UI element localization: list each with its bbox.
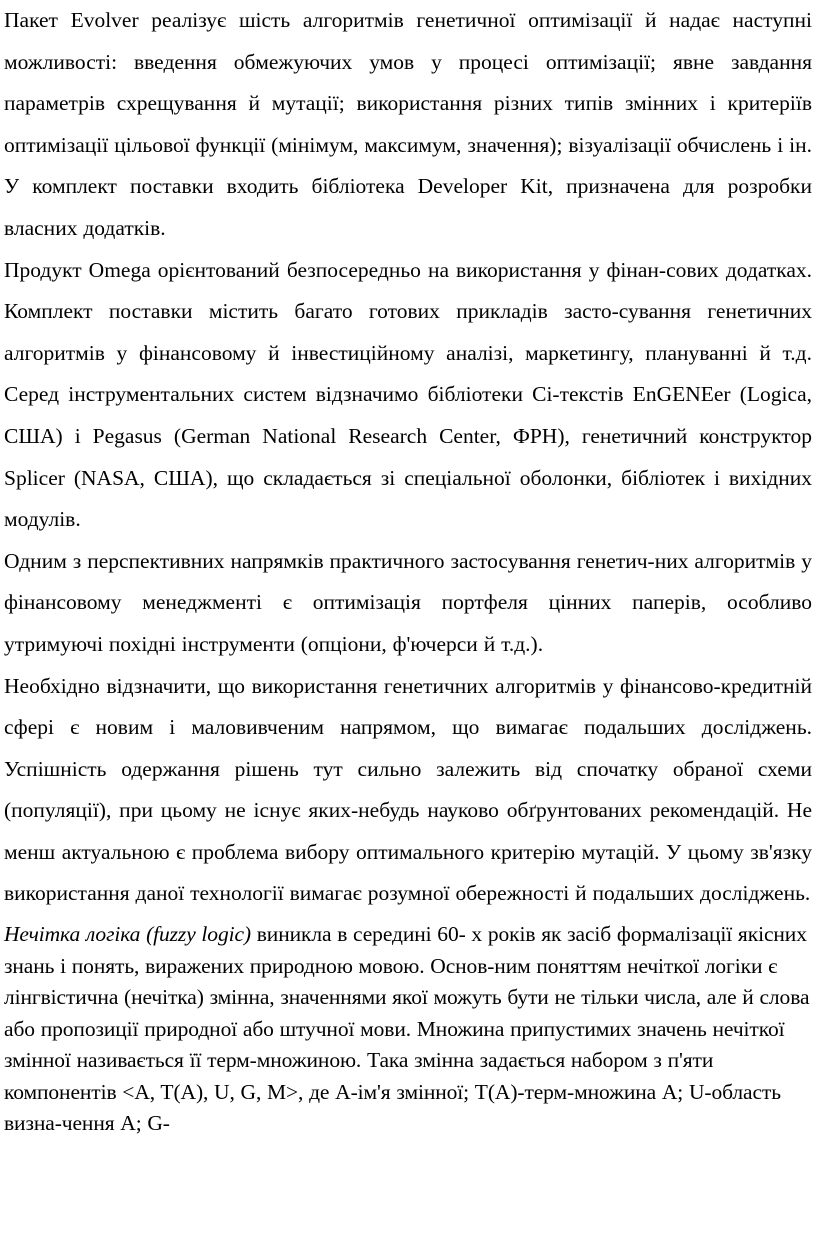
paragraph-portfolio: Одним з перспективних напрямків практичного застосування генетич-них алгоритмів у фінансовому менеджменті є оптимізація портфеля цінних паперів, особливо утримуючі похідні інструменти (опціони, ф'ючерси й т.д.). [4,548,812,656]
paragraph-evolver: Пакет Evolver реалізує шість алгоритмів генетичної оптимізації й надає наступні можливості: введення обмежуючих умов у процесі оптимізації; явне завдання параметрів схрещування й мутації; використання різних типів змінних і критеріїв оптимізації цільової функції (мінімум, максимум, значення); візуалізації обчислень і ін. У комплект поставки входить бібліотека Developer Kit, призначена для розробки власних додатків. [4,8,812,240]
fuzzy-logic-term: Нечітка логіка (fuzzy logic) [4,922,251,947]
paragraph-fuzzy-logic [4,919,812,1140]
fuzzy-logic-text: виникла в середині 60- х років як засіб формалізації якісних знань і понять, виражених природною мовою. Основ-ним поняттям нечіткої логіки є лінгвістична (нечітка) змінна, значеннями якої можуть бути не тільки числа, але й слова або пропозиції природної або штучної мови. Множина припустимих значень нечіткої змінної називається її терм-множиною. Така змінна задається набором з п'яти компонентів <A, T(A), U, G, M>, де A-ім'я змінної; T(A)-терм-множина A; U-область визна-чення A; G- [4,922,810,1136]
paragraph-caution: Необхідно відзначити, що використання генетичних алгоритмів у фінансово-кредитній сфері є новим і маловивченим напрямом, що вимагає подальших досліджень. Успішність одержання рішень тут сильно залежить від спочатку обраної схеми (популяції), при цьому не існує яких-небудь науково обґрунтованих рекомендацій. Не менш актуальною є проблема вибору оптимального критерію мутацій. У цьому зв'язку використання даної технології вимагає розумної обережності й подальших досліджень. [4,673,812,906]
paragraph-omega: Продукт Omega орієнтований безпосередньо на використання у фінан-сових додатках. Комплект поставки містить багато готових прикладів засто-сування генетичних алгоритмів у фінансовому й інвестиційному аналізі, маркетингу, плануванні й т.д. Серед інструментальних систем відзначимо бібліотеки Сі-текстів EnGENEer (Logica, США) і Pegasus (German National Research Center, ФРН), генетичний конструктор Splicer (NASA, США), що складається зі спеціальної оболонки, бібліотек і вихідних модулів. [4,257,812,532]
